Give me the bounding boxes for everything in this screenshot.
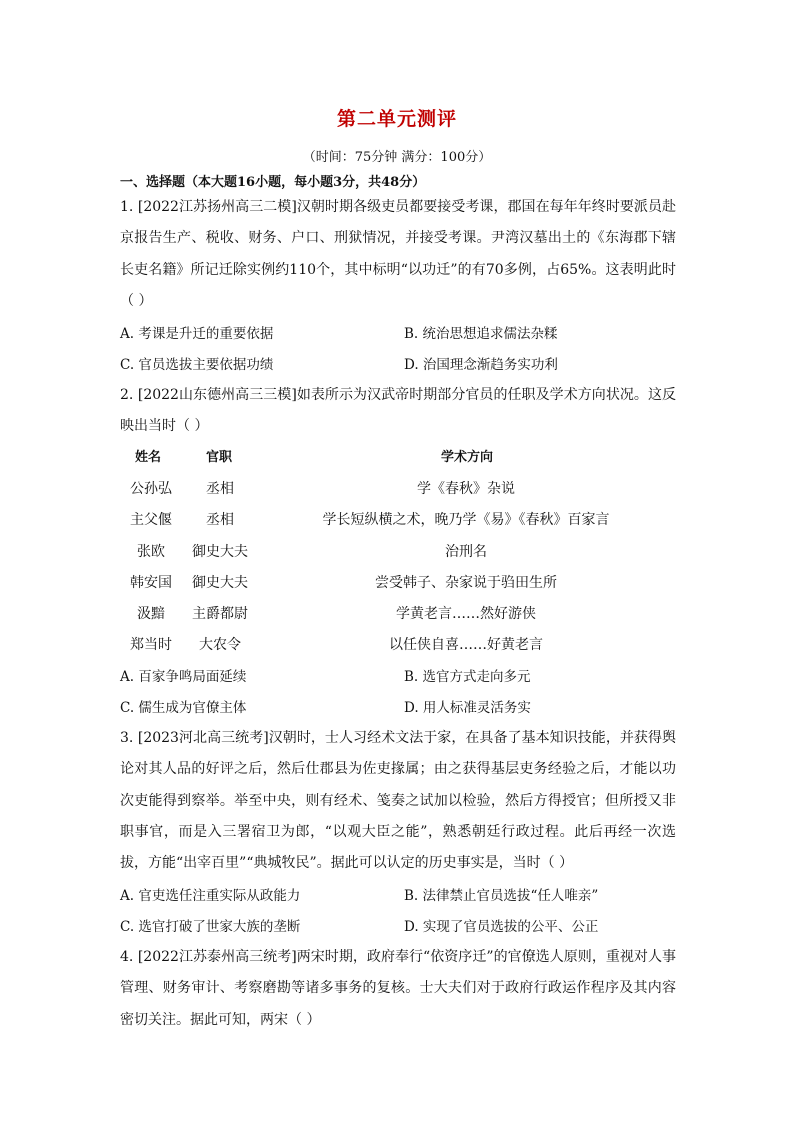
cell-name: 郑当时 [130, 637, 172, 653]
cell-office: 御史大夫 [192, 575, 248, 591]
table-row [120, 541, 680, 561]
cell-name: 公孙弘 [130, 481, 172, 497]
option-d[interactable]: D. 实现了官员选拔的公平、公正 [404, 919, 599, 935]
table-row [120, 478, 680, 498]
option-a[interactable]: A. 百家争鸣局面延续 [120, 669, 247, 685]
page-title: 第二单元测评 [336, 108, 457, 130]
option-c[interactable]: C. 选官打破了世家大族的垄断 [120, 919, 301, 935]
cell-scholarship: 学黄老言……然好游侠 [396, 606, 536, 622]
table-row [120, 572, 680, 592]
section-heading: 一、选择题（本大题16小题，每小题3分，共48分） [120, 175, 426, 190]
cell-office: 丞相 [206, 512, 234, 528]
option-d[interactable]: D. 治国理念渐趋务实功利 [404, 357, 558, 373]
cell-name: 张欧 [137, 544, 165, 560]
option-b[interactable]: B. 统治思想追求儒法杂糅 [404, 326, 558, 342]
cell-office: 大农令 [199, 637, 241, 653]
cell-name: 韩安国 [130, 575, 172, 591]
table-header-scholarship: 学术方向 [441, 450, 494, 465]
option-b[interactable]: B. 选官方式走向多元 [404, 669, 531, 685]
cell-office: 御史大夫 [192, 544, 248, 560]
question-4-text: 4. [2022江苏泰州高三统考]两宋时期，政府奉行“依资序迁”的官僚选人原则，重视对人事管理、财务审计、考察磨勘等诸多事务的复核。士大夫们对于政府行政运作程序及其内容密切关注。据此可知，两宋（ ） [120, 949, 676, 1028]
exam-info: （时间：75分钟 满分：100分） [302, 150, 492, 165]
cell-office: 丞相 [206, 481, 234, 497]
cell-office: 主爵都尉 [192, 606, 248, 622]
table-header-office: 官职 [206, 450, 233, 465]
option-a[interactable]: A. 官吏选任注重实际从政能力 [120, 888, 301, 904]
option-c[interactable]: C. 官员选拔主要依据功绩 [120, 357, 274, 373]
cell-name: 主父偃 [130, 512, 172, 528]
question-1-text: 1. [2022江苏扬州高三二模]汉朝时期各级吏员都要接受考课，郡国在每年年终时要派员赴京报告生产、税收、财务、户口、刑狱情况，并接受考课。尹湾汉墓出土的《东海郡下辖长吏名籍》所记迁除实例约110个，其中标明“以功迁”的有70多例，占65%。这表明此时（ ） [120, 199, 676, 309]
table-header-name: 姓名 [135, 450, 162, 465]
question-3-text: 3. [2023河北高三统考]汉朝时，士人习经术文法于家，在具备了基本知识技能，并获得舆论对其人品的好评之后，然后仕郡县为佐吏掾属；由之获得基层吏务经验之后，才能以功次吏能得到察举。举至中央，则有经术、笺奏之试加以检验，然后方得授官；但所授又非职事官，而是入三署宿卫为郎，“以观大臣之能”，熟悉朝廷行政过程。此后再经一次选拔，方能“出宰百里”“典城牧民”。据此可以认定的历史事实是，当时（ ） [120, 730, 676, 872]
table-row [120, 634, 680, 654]
option-c[interactable]: C. 儒生成为官僚主体 [120, 700, 247, 716]
table-row [120, 509, 680, 529]
option-a[interactable]: A. 考课是升迁的重要依据 [120, 326, 274, 342]
cell-scholarship: 学长短纵横之术，晚乃学《易》《春秋》百家言 [322, 512, 610, 528]
cell-scholarship: 尝受韩子、杂家说于驺田生所 [375, 575, 557, 591]
option-d[interactable]: D. 用人标准灵活务实 [404, 700, 531, 716]
cell-name: 汲黯 [137, 606, 165, 622]
cell-scholarship: 学《春秋》杂说 [417, 481, 515, 497]
cell-scholarship: 治刑名 [445, 544, 487, 560]
option-b[interactable]: B. 法律禁止官员选拔“任人唯亲” [404, 888, 599, 904]
question-2-text: 2. [2022山东德州高三三模]如表所示为汉武帝时期部分官员的任职及学术方向状况。这反映出当时（ ） [120, 387, 676, 435]
cell-scholarship: 以任侠自喜……好黄老言 [389, 637, 543, 653]
table-row [120, 603, 680, 623]
